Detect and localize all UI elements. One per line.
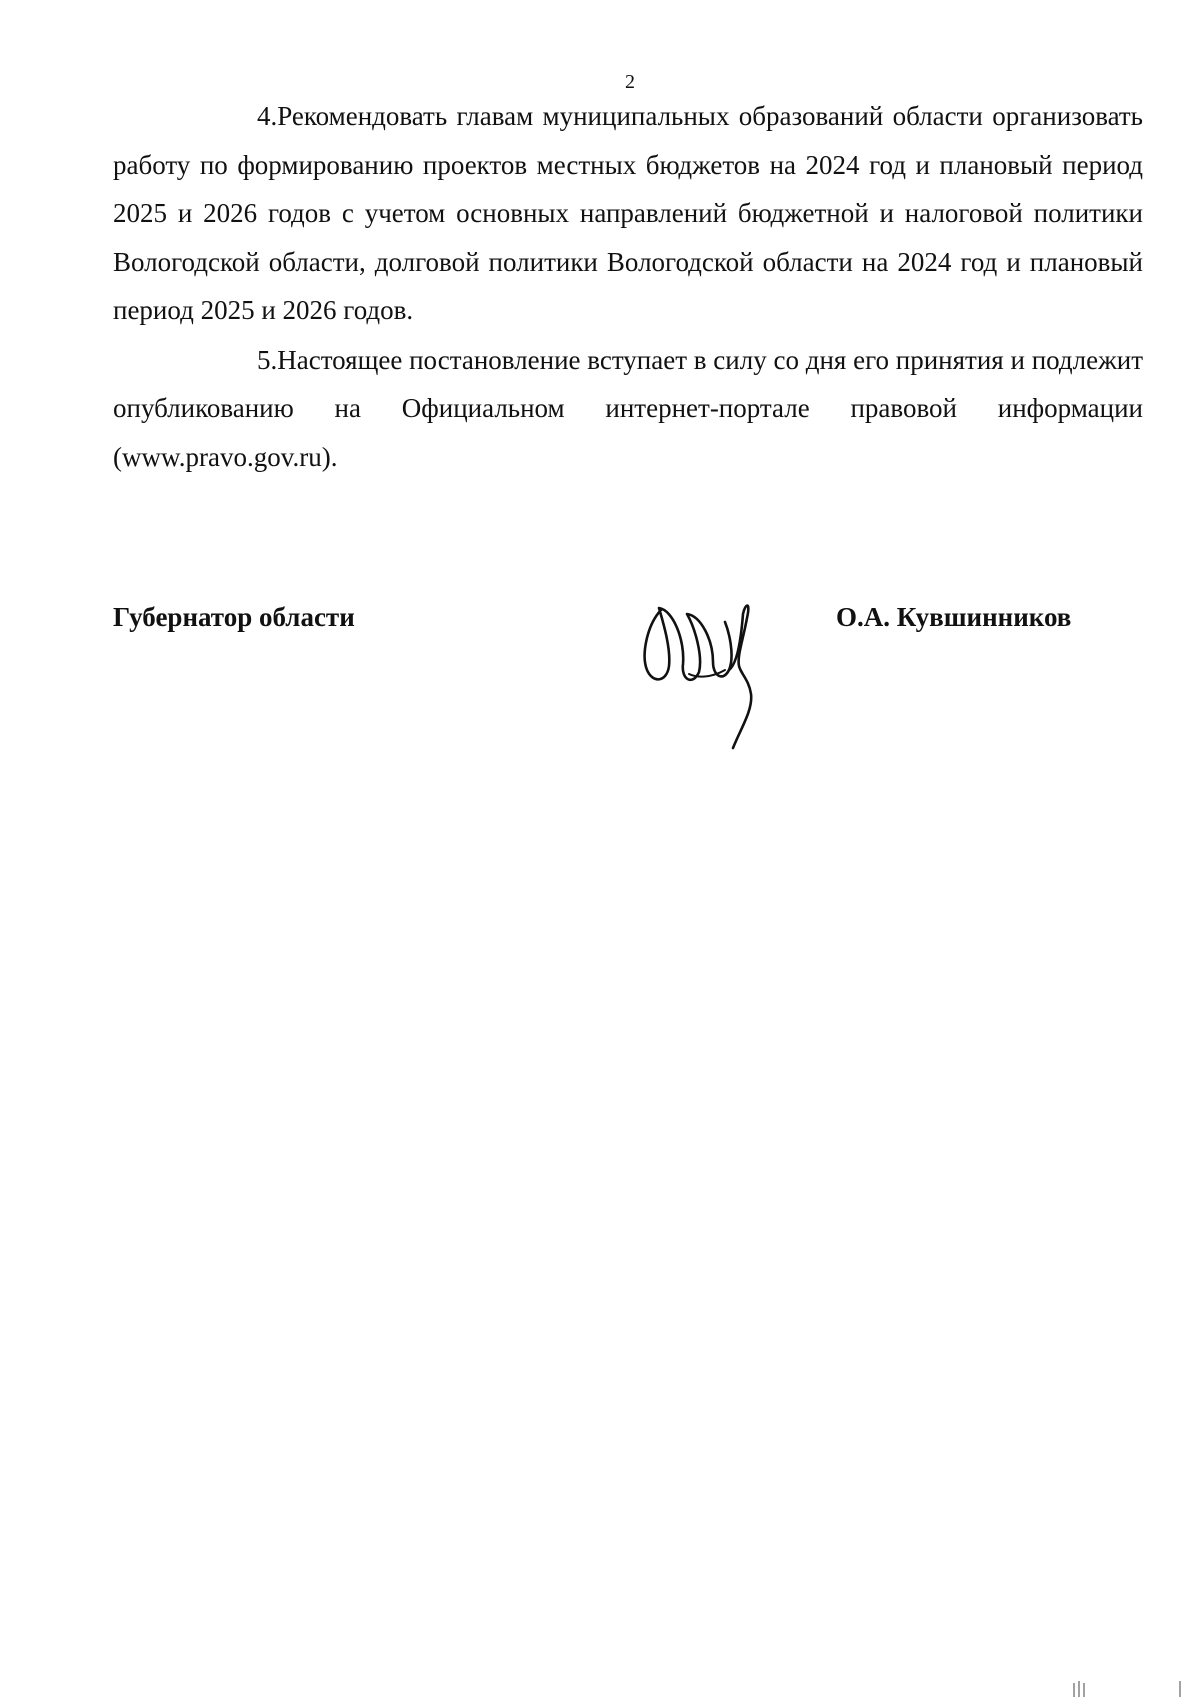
paragraph-5 xyxy=(113,336,1143,482)
signer-name: О.А. Кувшинников xyxy=(836,602,1072,632)
document-body xyxy=(113,92,1143,481)
scan-margin-marks xyxy=(1070,1675,1190,1697)
signer-title: Губернатор области xyxy=(113,602,355,632)
paragraph-text: Рекомендовать главам муниципальных образований области организовать работу по формированию проектов местных бюджетов на 2024 год и плановый период 2025 и 2026 годов с учетом основных направлений бюджетной и налоговой политики Вологодской области, долговой политики Вологодской области на 2024 год и плановый период 2025 и 2026 годов. xyxy=(113,101,1143,325)
handwritten-signature xyxy=(633,570,783,750)
signature-block xyxy=(113,590,1143,750)
page-number: 2 xyxy=(625,71,635,93)
paragraph-number: 4. xyxy=(257,101,278,131)
paragraph-number: 5. xyxy=(257,344,278,375)
paragraph-text: Настоящее постановление вступает в силу со дня его принятия и подлежит опубликованию на Официальном интернет-портале правовой информации (www.pravo.gov.ru). xyxy=(113,344,1143,472)
paragraph-4 xyxy=(113,92,1143,335)
